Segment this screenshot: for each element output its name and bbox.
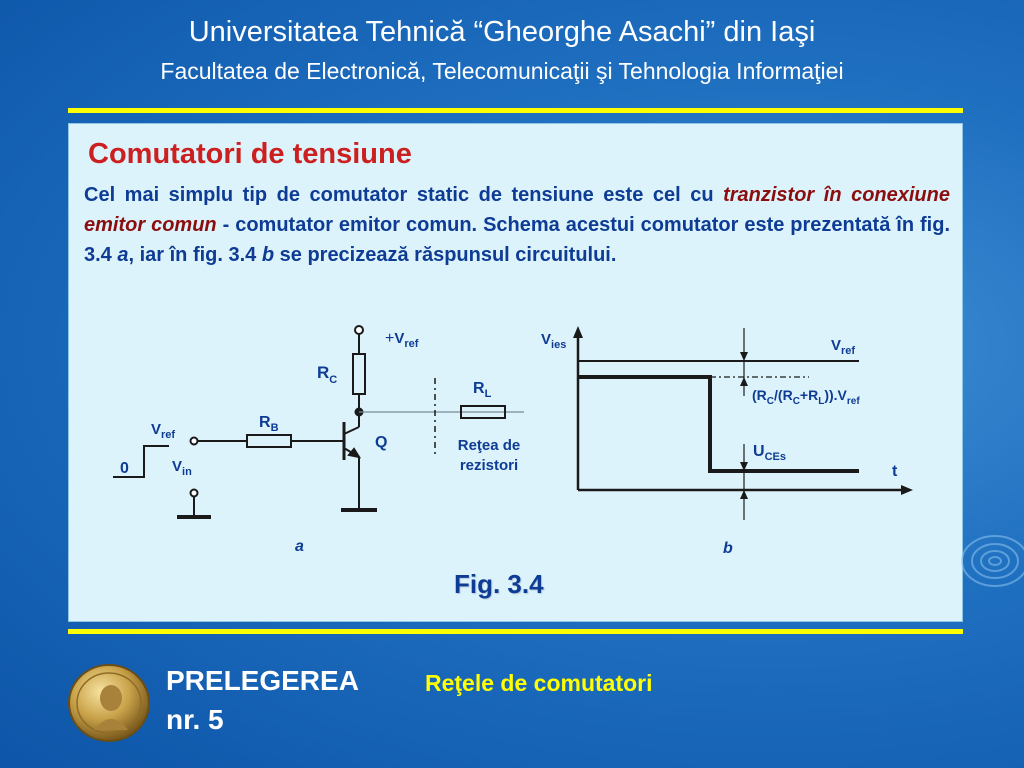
network-label-1: Reţea de — [457, 437, 521, 454]
rc-resistor — [353, 354, 365, 394]
response-graph — [573, 326, 913, 520]
zero-label: 0 — [120, 460, 129, 477]
paragraph-text-1: Cel mai simplu tip de comutator static de tensiune este cel cu — [84, 184, 724, 206]
input-terminal — [191, 438, 198, 445]
transistor-label: Q — [375, 434, 388, 451]
emitter-arrow — [349, 449, 359, 457]
subfigure-b-label: b — [723, 540, 733, 557]
input-ground-terminal — [191, 490, 198, 497]
x-axis-arrow — [901, 485, 913, 495]
lecture-label: PRELEGEREA — [166, 665, 359, 696]
rb-label: $R_B$ — [259, 414, 279, 434]
slide-title: Comutatori de tensiune — [88, 138, 412, 170]
water-ripple-icon — [955, 525, 1024, 595]
university-title: Universitatea Tehnică “Gheorghe Asachi” din Iaşi — [188, 16, 816, 48]
figure-3-4 — [69, 124, 962, 621]
vref-top-label: $+V_{ref}$ — [385, 330, 419, 350]
rc-label: $R_C$ — [317, 363, 338, 386]
uces-label: $U_{CEs}$ — [753, 443, 786, 463]
paragraph-text-2: - comutator emitor comun. Schema acestui comutator este prezentată în fig. 3.4 — [84, 214, 950, 266]
vref-graph-label: $V_{ref}$ — [831, 337, 856, 357]
subfigure-a-label: a — [295, 538, 304, 555]
time-label: t — [892, 463, 898, 480]
vies-label: $V_{ies}$ — [541, 331, 567, 351]
vref-terminal — [355, 326, 363, 334]
divider-formula: $(R_C/(R_C+R_L)).V_{ref}$ — [752, 387, 860, 407]
faculty-title: Facultatea de Electronică, Telecomunicaţii şi Tehnologia Informaţiei — [160, 58, 844, 84]
paragraph-highlight: tranzistor în conexiune emitor comun — [84, 184, 950, 236]
rb-resistor — [247, 435, 291, 447]
bottom-divider — [68, 629, 963, 634]
medal-portrait-icon — [66, 662, 152, 744]
lecture-number: nr. 5 — [166, 704, 224, 735]
top-divider — [68, 108, 963, 113]
paragraph-text-3: , iar în fig. 3.4 — [128, 244, 262, 266]
vin-label: $V_{in}$ — [172, 458, 192, 478]
content-panel — [68, 123, 963, 622]
paragraph-ref-a: a — [117, 244, 129, 266]
paragraph-ref-b: b — [261, 244, 275, 266]
vref-input-label: $V_{ref}$ — [151, 421, 176, 441]
figure-caption: Fig. 3.4 — [454, 569, 544, 599]
network-label-2: rezistori — [459, 457, 519, 474]
y-axis-arrow — [573, 326, 583, 338]
rl-label: $R_L$ — [473, 380, 492, 400]
lecture-topic: Reţele de comutatori — [425, 670, 653, 696]
circuit-diagram — [113, 326, 524, 517]
paragraph-text-4: se precizează răspunsul circuitului. — [274, 244, 617, 266]
